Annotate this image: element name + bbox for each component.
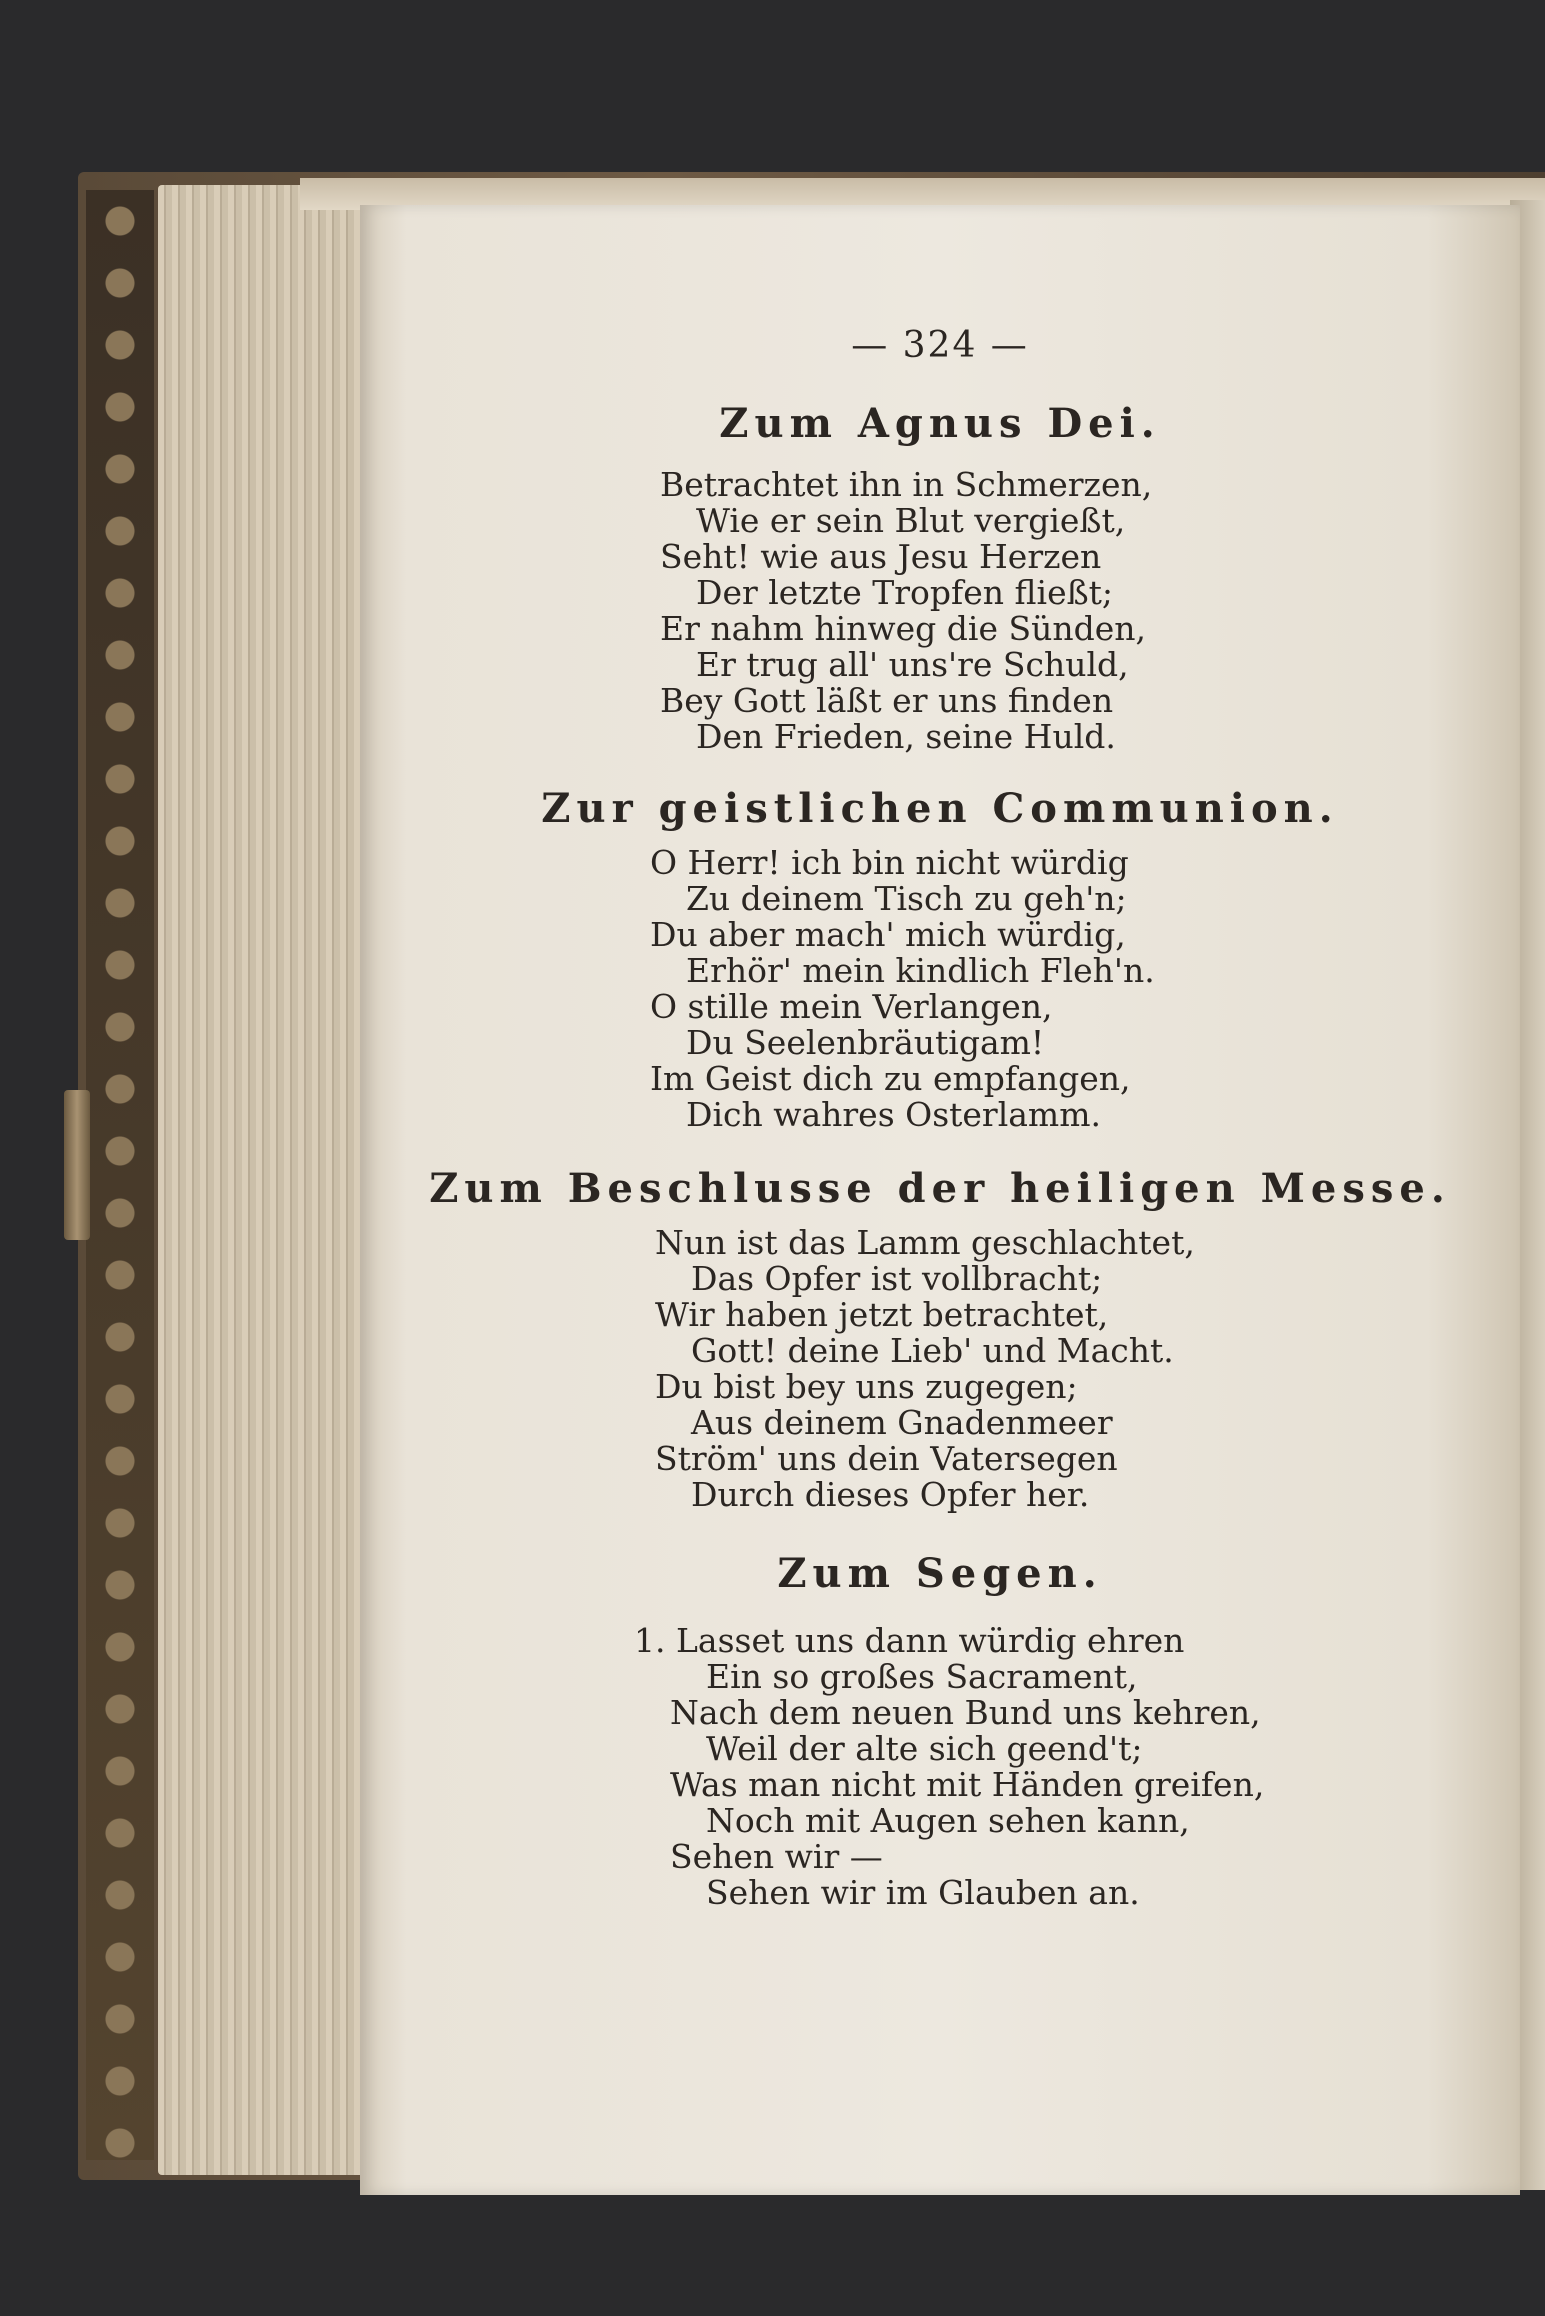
verse-line: Was man nicht mit Händen greifen, [670,1765,1265,1804]
verse-line-text: Lasset uns dann würdig ehren [676,1621,1185,1660]
verse-line: O stille mein Verlangen, [650,987,1053,1026]
verse-line: Zu deinem Tisch zu geh'n; [686,879,1127,918]
stanza-number: 1. [634,1621,666,1660]
verse-line: Das Opfer ist vollbracht; [691,1259,1103,1298]
verse-line: Nun ist das Lamm geschlachtet, [655,1223,1195,1262]
verse-line: Wie er sein Blut vergießt, [696,501,1126,540]
verse-line: Du aber mach' mich würdig, [650,915,1126,954]
verse-blessing [634,1621,1265,1912]
section-heading-communion: Zur geistlichen Communion. [541,785,1339,832]
verse-conclusion [655,1225,1195,1513]
verse-line: Aus deinem Gnadenmeer [691,1403,1113,1442]
cover-ornament [86,190,154,2160]
verse-line: Noch mit Augen sehen kann, [706,1801,1190,1840]
verse-line: Wir haben jetzt betrachtet, [655,1295,1109,1334]
verse-line: Bey Gott läßt er uns finden [660,681,1114,720]
verse-line: Er nahm hinweg die Sünden, [660,609,1146,648]
book-page [360,205,1520,2195]
book-clasp [64,1090,90,1240]
page-edges [158,185,368,2175]
verse-line: Ein so großes Sacrament, [706,1657,1138,1696]
verse-line: Seht! wie aus Jesu Herzen [660,537,1102,576]
verse-line: Er trug all' uns're Schuld, [696,645,1129,684]
verse-agnus-dei [660,467,1152,755]
verse-line: O Herr! ich bin nicht würdig [650,843,1129,882]
section-heading-conclusion: Zum Beschlusse der heiligen Messe. [429,1165,1451,1212]
verse-line: Ström' uns dein Vatersegen [655,1439,1118,1478]
verse-line: Gott! deine Lieb' und Macht. [691,1331,1174,1370]
verse-line-numbered [634,1621,1264,1660]
verse-line: Du bist bey uns zugegen; [655,1367,1078,1406]
verse-line: Dich wahres Osterlamm. [686,1095,1101,1134]
verse-line: Sehen wir im Glauben an. [706,1873,1140,1912]
verse-line: Erhör' mein kindlich Fleh'n. [686,951,1155,990]
section-heading-blessing: Zum Segen. [777,1550,1103,1597]
page-text [360,205,1520,2195]
verse-line: Weil der alte sich geend't; [706,1729,1143,1768]
verse-line: Den Frieden, seine Huld. [696,717,1116,756]
verse-line: Nach dem neuen Bund uns kehren, [670,1693,1261,1732]
verse-line: Sehen wir — [670,1837,883,1876]
section-heading-agnus-dei: Zum Agnus Dei. [719,400,1161,447]
verse-communion [650,845,1155,1133]
page-number: — 324 — [851,325,1029,366]
verse-line: Der letzte Tropfen fließt; [696,573,1114,612]
verse-line: Im Geist dich zu empfangen, [650,1059,1131,1098]
verse-line: Du Seelenbräutigam! [686,1023,1045,1062]
verse-line: Durch dieses Opfer her. [691,1475,1090,1514]
verse-line: Betrachtet ihn in Schmerzen, [660,465,1153,504]
